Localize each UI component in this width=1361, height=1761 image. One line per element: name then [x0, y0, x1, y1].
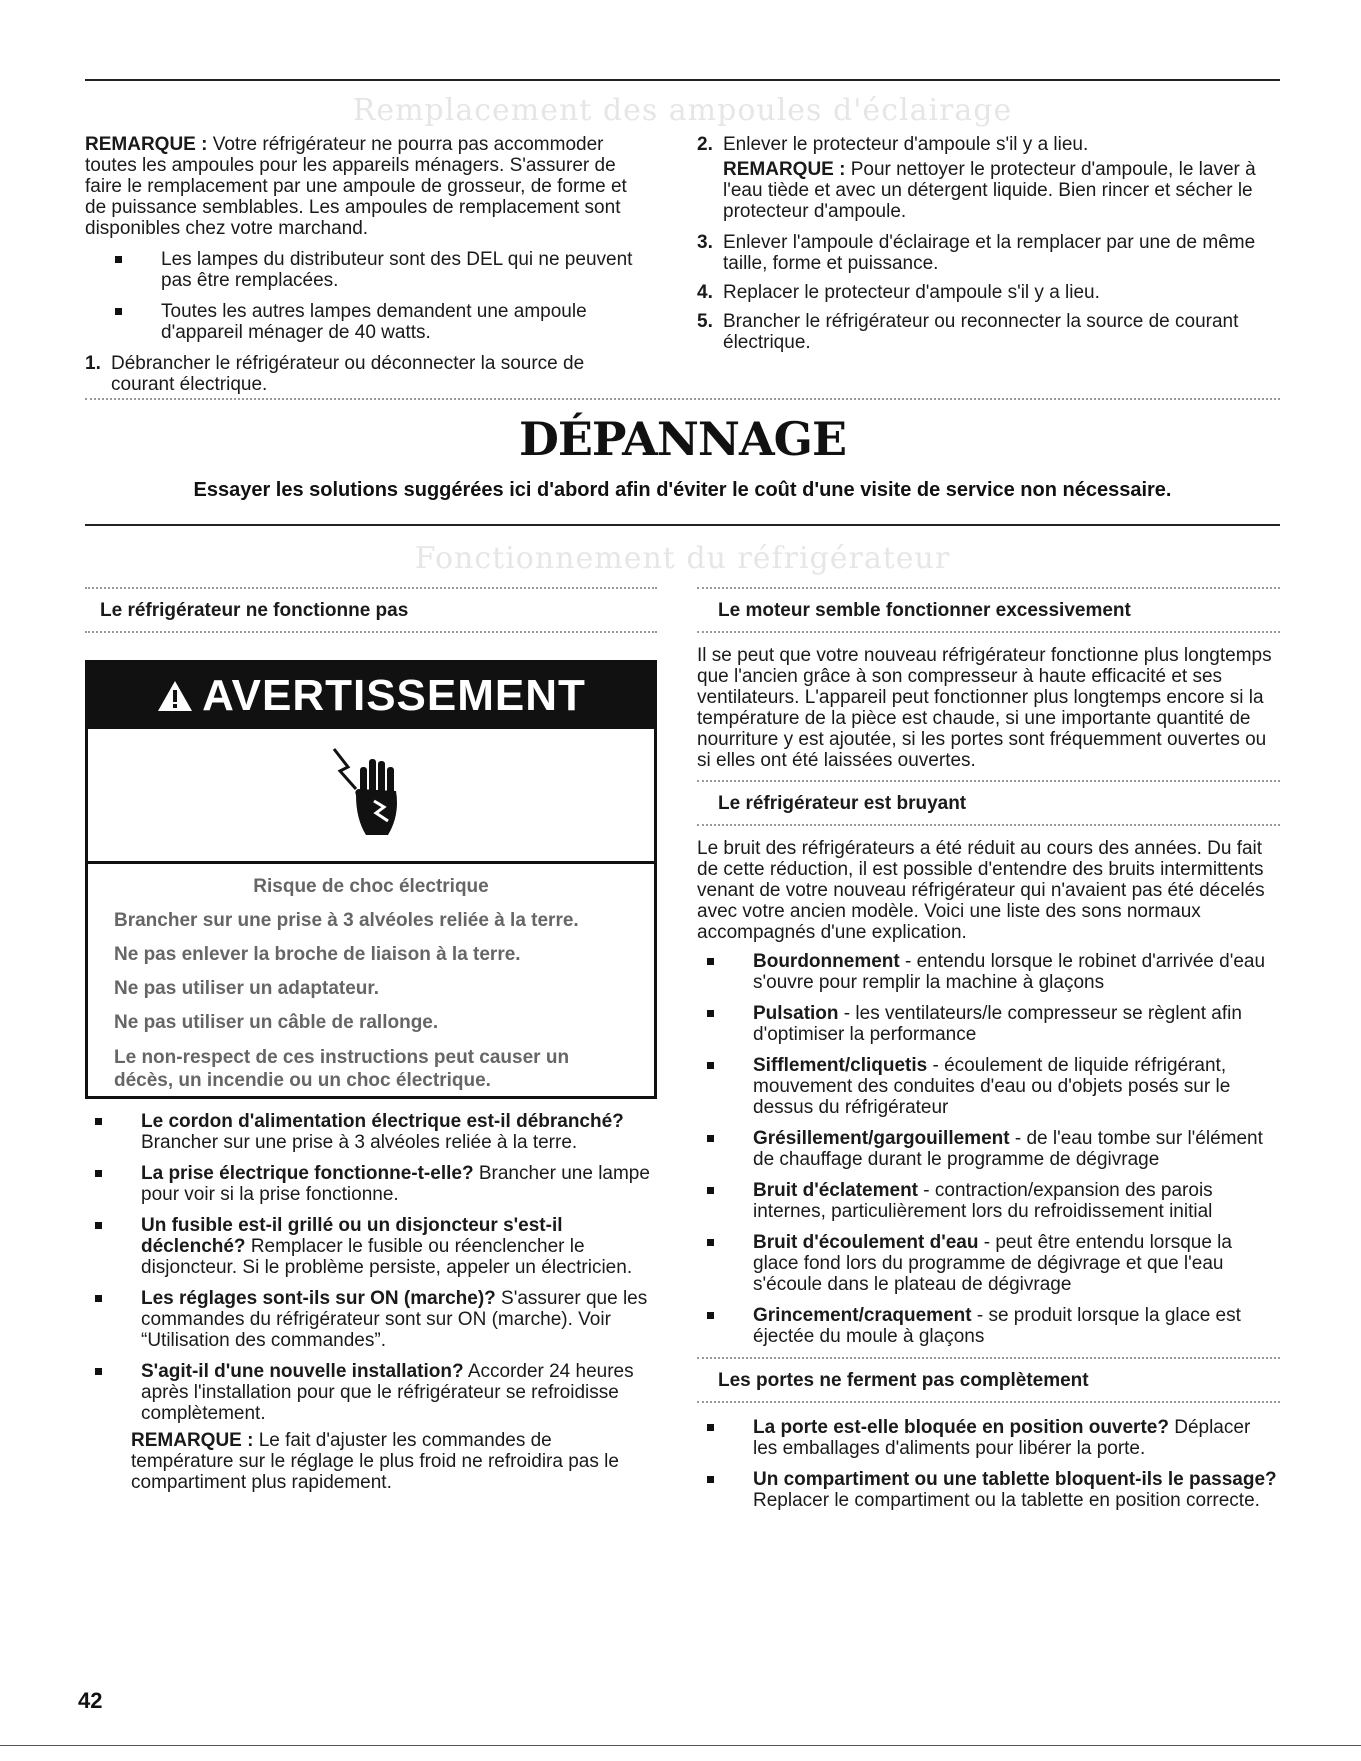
- list-item: [697, 1469, 1277, 1511]
- list-item: [697, 1232, 1277, 1295]
- dotted-divider: [85, 398, 1280, 400]
- list-item: [697, 1180, 1277, 1222]
- warning-line: Brancher sur une prise à 3 alvéoles reliée à la terre.: [114, 910, 579, 931]
- electric-shock-hand-icon: [326, 745, 416, 845]
- sound-name: Pulsation: [753, 1003, 839, 1024]
- sound-name: Grésillement/gargouillement: [753, 1128, 1010, 1149]
- list-item: [85, 1163, 655, 1205]
- answer-text: S'assurer que les commandes du réfrigérateur sont sur ON (marche). Voir “Utilisation des commandes”.: [141, 1288, 648, 1351]
- dotted-divider: [85, 631, 657, 633]
- heading-motor: Le moteur semble fonctionner excessivement: [718, 600, 1131, 621]
- question-text: La prise électrique fonctionne-t-elle?: [141, 1163, 474, 1184]
- warning-line: Le non-respect de ces instructions peut causer un décès, un incendie ou un choc électrique.: [114, 1047, 570, 1091]
- warning-line: Ne pas utiliser un câble de rallonge.: [114, 1012, 439, 1033]
- dotted-divider: [697, 1401, 1280, 1403]
- step-number: 4.: [697, 282, 713, 303]
- question-text: La porte est-elle bloquée en position ouverte?: [753, 1417, 1169, 1438]
- sound-name: Sifflement/cliquetis: [753, 1055, 928, 1076]
- remark-label: REMARQUE :: [723, 159, 846, 180]
- bullet-icon: [95, 1368, 102, 1375]
- noise-section: [697, 838, 1277, 1357]
- lamps-right-column: [697, 134, 1277, 361]
- step-5: [697, 311, 1277, 353]
- list-item: [697, 1003, 1277, 1045]
- sound-name: Grincement/craquement: [753, 1305, 972, 1326]
- bullet-icon: [707, 1187, 714, 1194]
- dotted-divider: [697, 587, 1280, 589]
- step-1: [85, 353, 645, 395]
- sound-desc: - se produit lorsque la glace est éjectée du moule à glaçons: [753, 1305, 1241, 1347]
- bullet-icon: [707, 1424, 714, 1431]
- step-number: 5.: [697, 311, 713, 332]
- heading-noisy: Le réfrigérateur est bruyant: [718, 793, 967, 814]
- bullet-text: Les lampes du distributeur sont des DEL qui ne peuvent pas être remplacées.: [161, 249, 633, 291]
- step-number: 1.: [85, 353, 101, 374]
- step-2-note: [697, 159, 1277, 222]
- list-item: [85, 249, 645, 291]
- sound-name: Bruit d'écoulement d'eau: [753, 1232, 979, 1253]
- remark-text: Le fait d'ajuster les commandes de température sur le réglage le plus froid ne refroidira pas le compartiment plus rapidement.: [131, 1430, 619, 1493]
- dotted-divider: [85, 587, 657, 589]
- install-note: [85, 1430, 655, 1493]
- answer-text: Déplacer les emballages d'aliments pour libérer la porte.: [753, 1417, 1251, 1459]
- answer-text: Replacer le compartiment ou la tablette en position correcte.: [753, 1490, 1260, 1511]
- question-text: Un compartiment ou une tablette bloquent-ils le passage?: [753, 1469, 1277, 1490]
- bullet-icon: [707, 1312, 714, 1319]
- remark-text: Pour nettoyer le protecteur d'ampoule, le laver à l'eau tiède et avec un détergent liquide. Bien rincer et sécher le protecteur d'ampoule.: [723, 159, 1256, 222]
- sound-name: Bruit d'éclatement: [753, 1180, 918, 1201]
- sound-desc: - entendu lorsque le robinet d'arrivée d'eau s'ouvre pour remplir la machine à glaçons: [753, 951, 1266, 993]
- bullet-icon: [707, 958, 714, 965]
- not-working-checklist: [85, 1111, 655, 1493]
- motor-paragraph: Il se peut que votre nouveau réfrigérateur fonctionne plus longtemps que l'ancien grâce à son compresseur à haute efficacité et ses ventilateurs. L'appareil peut fonctionner plus longtemps encore si la température de la pièce est chaude, si une importante quantité de nourriture y est ajoutée, si les portes sont fréquemment ouvertes ou si elles ont été laissées ouvertes.: [697, 645, 1272, 771]
- warning-line: Ne pas utiliser un adaptateur.: [114, 978, 380, 999]
- dotted-divider: [697, 631, 1280, 633]
- dotted-divider: [697, 1357, 1280, 1359]
- list-item: [85, 1215, 655, 1278]
- step-number: 3.: [697, 232, 713, 253]
- section-title-operation: Fonctionnement du réfrigérateur: [414, 541, 951, 576]
- bullet-icon: [707, 1476, 714, 1483]
- bullet-icon: [95, 1222, 102, 1229]
- top-rule: [85, 79, 1280, 81]
- bullet-icon: [115, 308, 122, 315]
- step-text: Débrancher le réfrigérateur ou déconnecter la source de courant électrique.: [111, 353, 585, 395]
- sound-desc: - écoulement de liquide réfrigérant, mouvement des conduites d'eau ou d'objets posés sur le dessus du réfrigérateur: [753, 1055, 1231, 1118]
- list-item: [85, 301, 645, 343]
- warning-header: [88, 663, 654, 729]
- step-text: Replacer le protecteur d'ampoule s'il y a lieu.: [723, 282, 1100, 303]
- remark-label: REMARQUE :: [131, 1430, 254, 1451]
- sound-desc: - contraction/expansion des parois internes, particulièrement lors du refroidissement initial: [753, 1180, 1213, 1222]
- section-rule: [85, 524, 1280, 526]
- lamps-remark: [85, 134, 645, 239]
- lamps-left-column: [85, 134, 645, 403]
- section-title-lamps: Remplacement des ampoules d'éclairage: [352, 93, 1013, 128]
- bullet-icon: [115, 256, 122, 263]
- bullet-icon: [707, 1239, 714, 1246]
- heading-doors: Les portes ne ferment pas complètement: [718, 1370, 1089, 1391]
- doors-checklist: [697, 1417, 1277, 1521]
- sound-desc: - de l'eau tombe sur l'élément de chauffage durant le programme de dégivrage: [753, 1128, 1263, 1170]
- list-item: [697, 951, 1277, 993]
- warning-lines: [88, 864, 654, 1092]
- answer-text: Accorder 24 heures après l'installation pour que le réfrigérateur se refroidisse complètement.: [141, 1361, 634, 1424]
- list-item: [697, 1417, 1277, 1459]
- bullet-icon: [707, 1062, 714, 1069]
- noise-paragraph: Le bruit des réfrigérateurs a été réduit au cours des années. Du fait de cette réduction, il est possible d'entendre des bruits intermittents venant de votre nouveau réfrigérateur qui n'avaient pas été décelés avec votre ancien modèle. Voici une liste des sons normaux accompagnés d'une explication.: [697, 838, 1265, 943]
- bullet-icon: [95, 1170, 102, 1177]
- page-title: DÉPANNAGE: [518, 412, 846, 466]
- heading-not-working: Le réfrigérateur ne fonctionne pas: [100, 600, 409, 621]
- sound-desc: - peut être entendu lorsque la glace fond lors du programme de dégivrage et que l'eau s'écoule dans le plateau de dégivrage: [753, 1232, 1232, 1295]
- list-item: [85, 1288, 655, 1351]
- dotted-divider: [697, 824, 1280, 826]
- bullet-icon: [95, 1295, 102, 1302]
- list-item: [697, 1055, 1277, 1118]
- answer-text: Remplacer le fusible ou réenclencher le disjoncteur. Si le problème persiste, appeler un électricien.: [141, 1236, 633, 1278]
- step-number: 2.: [697, 134, 713, 155]
- sound-name: Bourdonnement: [753, 951, 900, 972]
- answer-text: Brancher une lampe pour voir si la prise fonctionne.: [141, 1163, 650, 1205]
- warning-label: AVERTISSEMENT: [202, 671, 586, 720]
- list-item: [697, 1128, 1277, 1170]
- question-text: Un fusible est-il grillé ou un disjoncteur s'est-il déclenché?: [141, 1215, 563, 1257]
- step-text: Brancher le réfrigérateur ou reconnecter la source de courant électrique.: [723, 311, 1239, 353]
- page-subtitle: Essayer les solutions suggérées ici d'abord afin d'éviter le coût d'une visite de service non nécessaire.: [193, 479, 1172, 501]
- dotted-divider: [697, 780, 1280, 782]
- step-2: [697, 134, 1277, 155]
- remark-text: Votre réfrigérateur ne pourra pas accommoder toutes les ampoules pour les appareils ménagers. S'assurer de faire le remplacement par une ampoule de grosseur, de forme et de puissance semblables. Les ampoules de remplacement sont disponibles chez votre marchand.: [85, 134, 627, 239]
- bottom-rule: [0, 1745, 1361, 1746]
- sound-desc: - les ventilateurs/le compresseur se règlent afin d'optimiser la performance: [753, 1003, 1242, 1045]
- warning-line: Ne pas enlever la broche de liaison à la terre.: [114, 944, 521, 965]
- list-item: [85, 1361, 655, 1424]
- warning-triangle-icon: [156, 679, 194, 713]
- step-4: [697, 282, 1277, 303]
- remark-label: REMARQUE :: [85, 134, 208, 155]
- list-item: [85, 1111, 655, 1153]
- question-text: Les réglages sont-ils sur ON (marche)?: [141, 1288, 496, 1309]
- page-number: 42: [78, 1688, 103, 1713]
- question-text: Le cordon d'alimentation électrique est-il débranché?: [141, 1111, 624, 1132]
- bullet-icon: [707, 1135, 714, 1142]
- bullet-text: Toutes les autres lampes demandent une ampoule d'appareil ménager de 40 watts.: [161, 301, 587, 343]
- shock-hazard-area: [88, 729, 654, 864]
- answer-text: Brancher sur une prise à 3 alvéoles reliée à la terre.: [141, 1132, 578, 1153]
- bullet-icon: [707, 1010, 714, 1017]
- step-text: Enlever le protecteur d'ampoule s'il y a lieu.: [723, 134, 1089, 155]
- warning-box: [85, 660, 657, 1099]
- bullet-icon: [95, 1118, 102, 1125]
- question-text: S'agit-il d'une nouvelle installation?: [141, 1361, 464, 1382]
- list-item: [697, 1305, 1277, 1347]
- step-3: [697, 232, 1277, 274]
- warning-title: Risque de choc électrique: [253, 876, 489, 897]
- step-text: Enlever l'ampoule d'éclairage et la remplacer par une de même taille, forme et puissance.: [723, 232, 1256, 274]
